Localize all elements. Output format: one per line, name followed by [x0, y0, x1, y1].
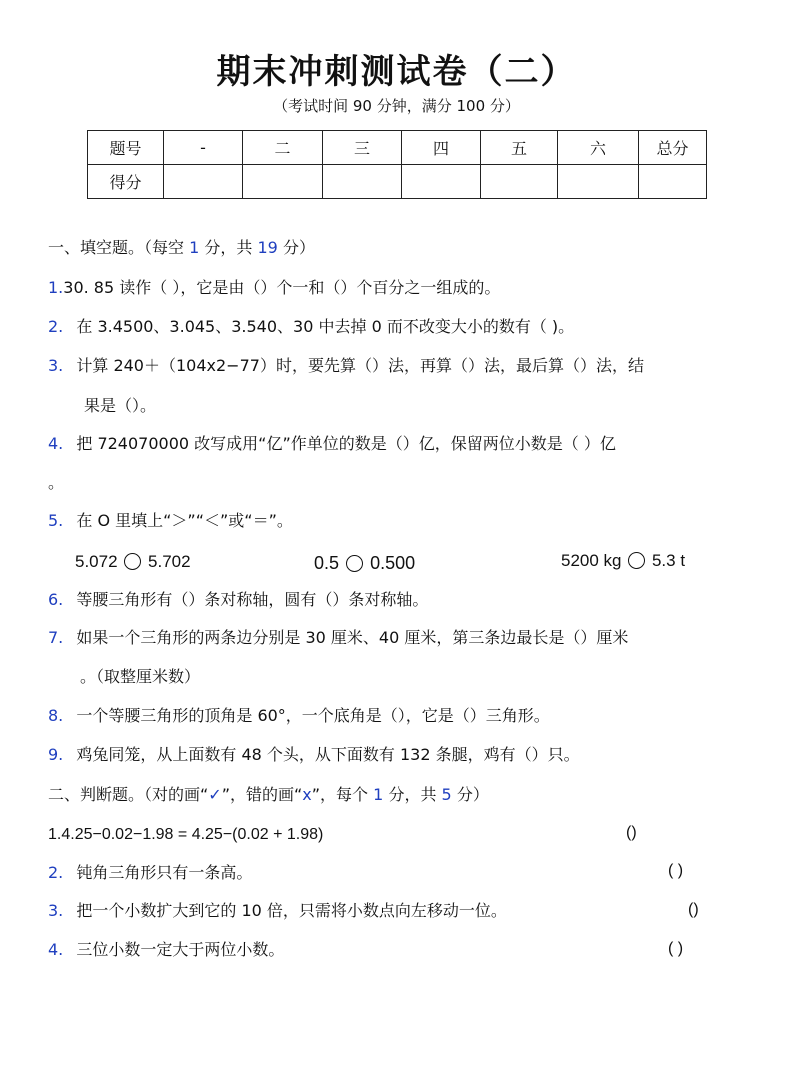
score-cell[interactable]: [402, 165, 481, 199]
score-table: [87, 130, 707, 199]
compare-circle-icon[interactable]: [346, 555, 363, 572]
page-title: 期末冲刺测试卷（二）: [216, 52, 577, 92]
section-text: 分，共: [204, 238, 253, 257]
question-3: [48, 355, 644, 377]
section-text: 分）: [282, 238, 315, 257]
question-1: [48, 277, 500, 299]
answer-paren[interactable]: (): [688, 901, 699, 918]
judge-3: [48, 900, 507, 922]
section-text: 分，共: [388, 785, 437, 804]
cross-mark: x: [302, 785, 312, 804]
question-7-continued: 。（取整厘米数）: [80, 667, 201, 686]
question-text: 在 O 里填上“＞”“＜”或“＝”。: [76, 511, 293, 530]
score-cell[interactable]: [639, 165, 707, 199]
score-cell[interactable]: [323, 165, 402, 199]
question-7: [48, 627, 628, 649]
question-text: 30. 85 读作（ ），它是由（）个一和（）个百分之一组成的。: [63, 278, 501, 297]
check-mark: ✓: [208, 785, 222, 804]
section-text: ”，错的画“: [221, 785, 303, 804]
score-table-header-row: [88, 131, 707, 165]
header-cell: 题号: [88, 131, 164, 165]
header-cell: 总分: [639, 131, 707, 165]
question-text: 在 3.4500、3.045、3.540、30 中去掉 0 而不改变大小的数有（ )。: [76, 317, 575, 336]
question-text: 计算 240＋（104x2−77）时，要先算（）法，再算（）法，最后算（）法，结: [76, 356, 644, 375]
compare-item-a: [75, 552, 191, 572]
compare-right: 0.500: [370, 553, 416, 573]
judge-1: 1.4.25−0.02−1.98 = 4.25−(0.02 + 1.98): [48, 826, 324, 843]
section-heading-fill-blank: [48, 237, 315, 259]
header-cell: 二: [243, 131, 323, 165]
question-text: 如果一个三角形的两条边分别是 30 厘米、40 厘米，第三条边最长是（）厘米: [76, 628, 629, 647]
score-cell[interactable]: [164, 165, 243, 199]
question-text: 等腰三角形有（）条对称轴，圆有（）条对称轴。: [76, 590, 429, 609]
question-4-continued: 。: [48, 473, 65, 492]
compare-left: 5200 kg: [561, 551, 622, 570]
score-cell[interactable]: [558, 165, 639, 199]
compare-left: 5.072: [75, 552, 118, 571]
question-9: [48, 744, 580, 766]
question-5: [48, 510, 293, 532]
question-number: 3.: [48, 356, 64, 375]
question-number: 7.: [48, 628, 64, 647]
judge-2: [48, 862, 252, 884]
question-6: [48, 589, 428, 611]
answer-paren[interactable]: ( ): [668, 940, 684, 957]
question-number: 1.: [48, 278, 64, 297]
question-3-continued: 果是（）。: [84, 396, 157, 415]
question-number: 5.: [48, 511, 64, 530]
row-label: 得分: [88, 165, 164, 199]
score-table-score-row: [88, 165, 707, 199]
question-number: 6.: [48, 590, 64, 609]
section-text: ”，每个: [311, 785, 369, 804]
answer-paren[interactable]: ( ): [668, 862, 684, 879]
question-text: 钝角三角形只有一条高。: [76, 863, 253, 882]
compare-circle-icon[interactable]: [124, 553, 141, 570]
header-cell: -: [164, 131, 243, 165]
points-total: 5: [441, 785, 452, 804]
question-text: 把 724070000 改写成用“亿”作单位的数是（）亿，保留两位小数是（ ）亿: [76, 434, 616, 453]
points-value: 1: [189, 238, 200, 257]
header-cell: 六: [558, 131, 639, 165]
section-text: 分）: [456, 785, 489, 804]
points-value: 1: [373, 785, 384, 804]
compare-right: 5.702: [148, 552, 191, 571]
answer-paren[interactable]: (): [626, 824, 637, 841]
question-text: 一个等腰三角形的顶角是 60°，一个底角是（），它是（）三角形。: [76, 706, 550, 725]
question-number: 9.: [48, 745, 64, 764]
question-4: [48, 433, 616, 455]
question-number: 8.: [48, 706, 64, 725]
judge-4: [48, 939, 284, 961]
compare-item-b: [314, 553, 415, 574]
question-text: 鸡兔同笼，从上面数有 48 个头，从下面数有 132 条腿，鸡有（）只。: [76, 745, 580, 764]
question-number: 4.: [48, 434, 64, 453]
question-number: 2.: [48, 863, 64, 882]
section-text: 二、判断题。（对的画“: [48, 785, 209, 804]
compare-item-c: [561, 551, 685, 571]
points-total: 19: [257, 238, 278, 257]
question-2: [48, 316, 574, 338]
compare-right: 5.3 t: [651, 551, 686, 570]
exam-info: （考试时间 90 分钟，满分 100 分）: [273, 97, 520, 115]
score-cell[interactable]: [243, 165, 323, 199]
section-text: 一、填空题。（每空: [48, 238, 185, 257]
header-cell: 四: [402, 131, 481, 165]
question-number: 2.: [48, 317, 64, 336]
score-cell[interactable]: [481, 165, 558, 199]
question-8: [48, 705, 550, 727]
section-heading-true-false: [48, 784, 489, 806]
question-text: 三位小数一定大于两位小数。: [76, 940, 285, 959]
compare-left: 0.5: [314, 553, 340, 573]
question-number: 3.: [48, 901, 64, 920]
header-cell: 五: [481, 131, 558, 165]
header-cell: 三: [323, 131, 402, 165]
question-text: 把一个小数扩大到它的 10 倍，只需将小数点向左移动一位。: [76, 901, 507, 920]
question-number: 4.: [48, 940, 64, 959]
compare-circle-icon[interactable]: [628, 552, 645, 569]
